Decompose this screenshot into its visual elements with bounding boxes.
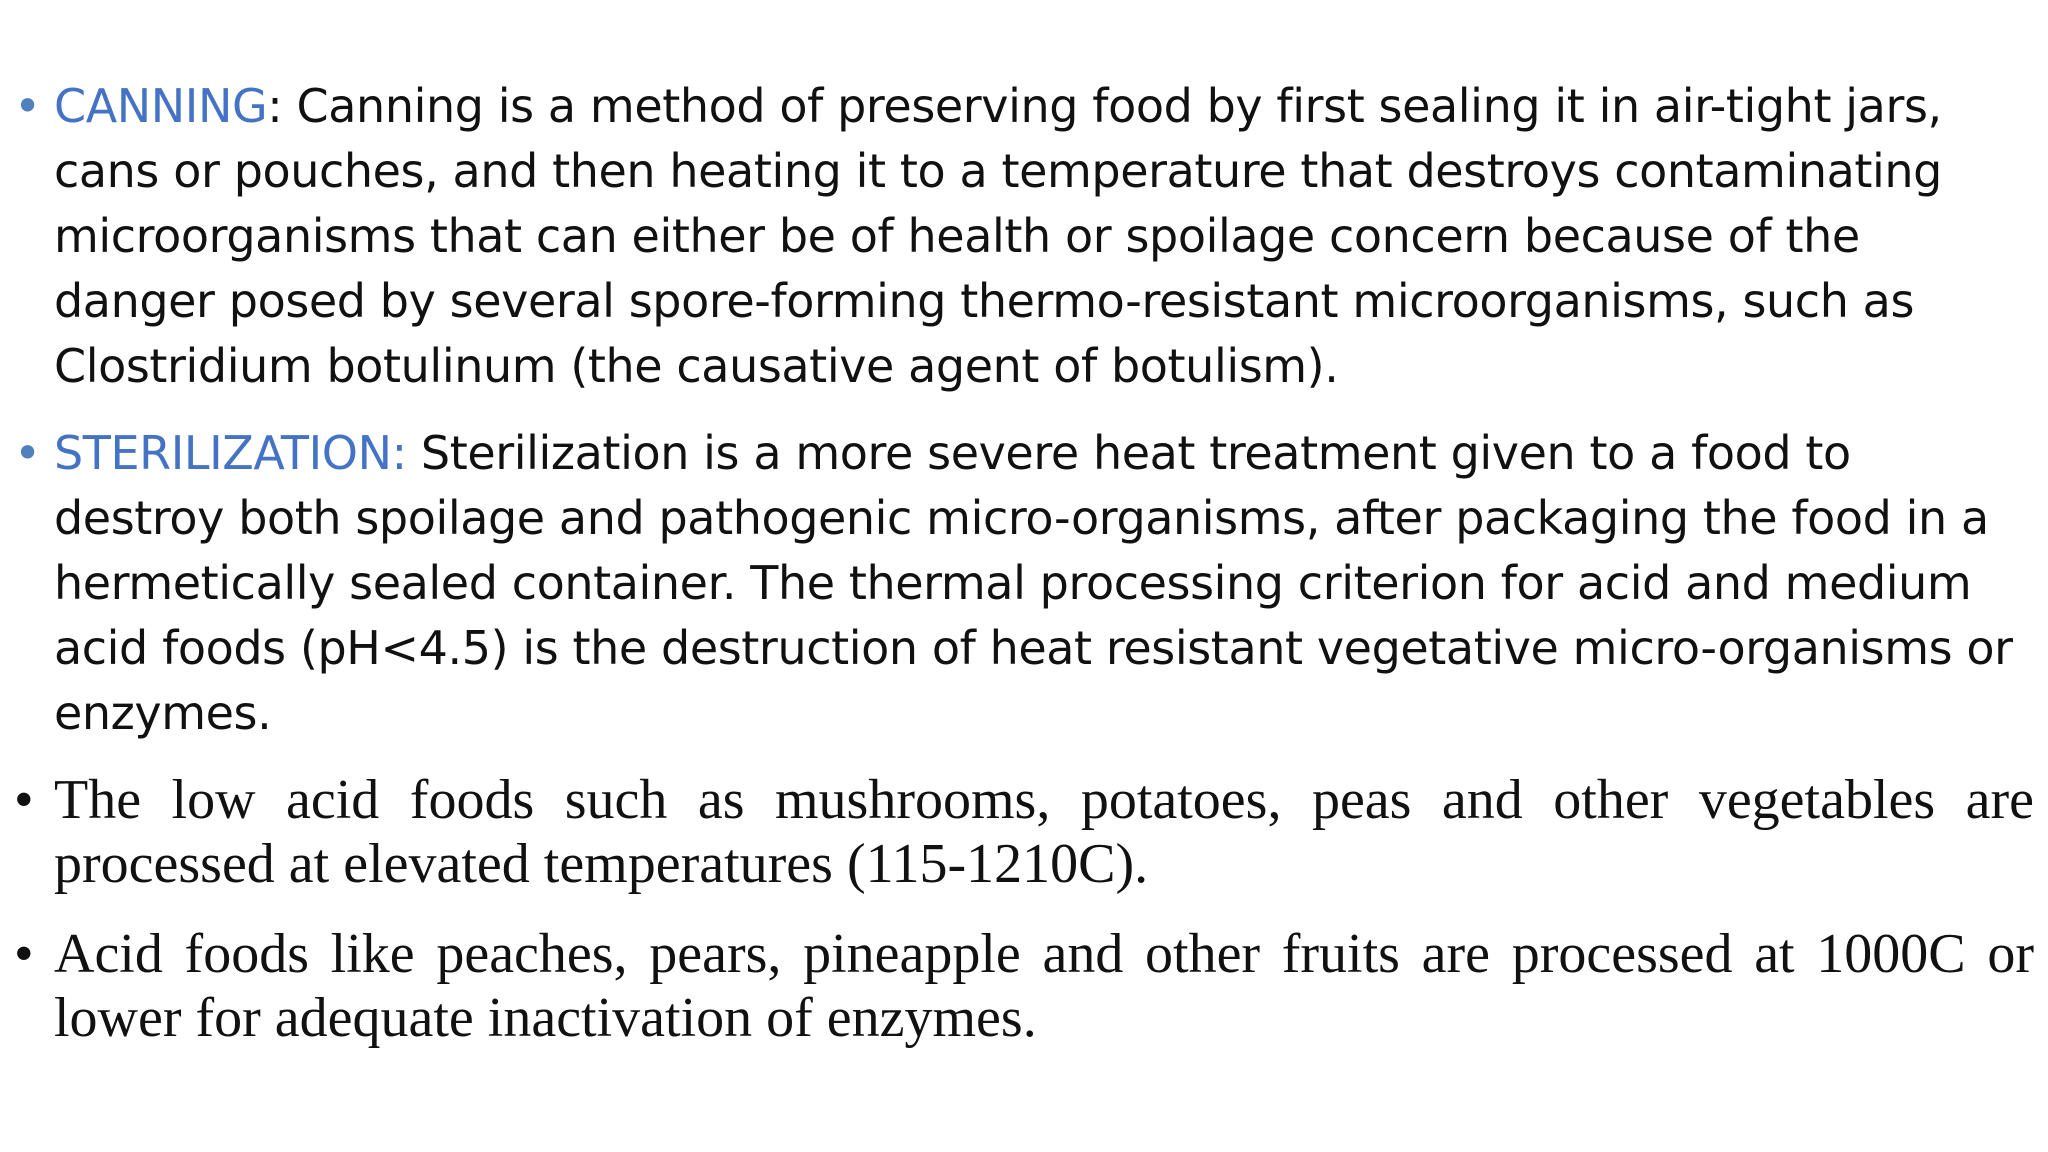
bullet-text-acid-foods: Acid foods like peaches, pears, pineapple and other fruits are processed at 1000C or lower for adequate inactivation of enzymes.: [54, 923, 2034, 1049]
bullet-item-sterilization: [14, 421, 2034, 746]
bullet-text-low-acid-foods: The low acid foods such as mushrooms, potatoes, peas and other vegetables are processed at elevated temperatures (115-1210C).: [54, 769, 2034, 895]
bullet-icon: •: [14, 923, 34, 985]
bullet-item-acid-foods: [14, 922, 2034, 1050]
bullet-text-sterilization: Sterilization is a more severe heat treatment given to a food to destroy both spoilage and pathogenic micro-organisms, after packaging the food in a hermetically sealed container. The thermal processing criterion for acid and medium acid foods (pH<4.5) is the destruction of heat resistant vegetative micro-organisms or enzymes.: [54, 426, 2013, 740]
bullet-icon: •: [14, 426, 41, 480]
bullet-item-low-acid-foods: [14, 768, 2034, 896]
bullet-icon: •: [14, 79, 41, 133]
bullet-text-canning: : Canning is a method of preserving food by first sealing it in air-tight jars, cans or pouches, and then heating it to a temperature that destroys contaminating microorganisms that can either be of health or spoilage concern because of the danger posed by several spore-forming thermo-resistant microorganisms, such as Clostridium botulinum (the causative agent of botulism).: [54, 79, 1942, 393]
bullet-item-canning: [14, 74, 2034, 399]
bullet-keyword-canning: CANNING: [54, 79, 268, 133]
bullet-list: [14, 74, 2034, 1076]
bullet-keyword-sterilization: STERILIZATION:: [54, 426, 407, 480]
bullet-icon: •: [14, 769, 34, 831]
